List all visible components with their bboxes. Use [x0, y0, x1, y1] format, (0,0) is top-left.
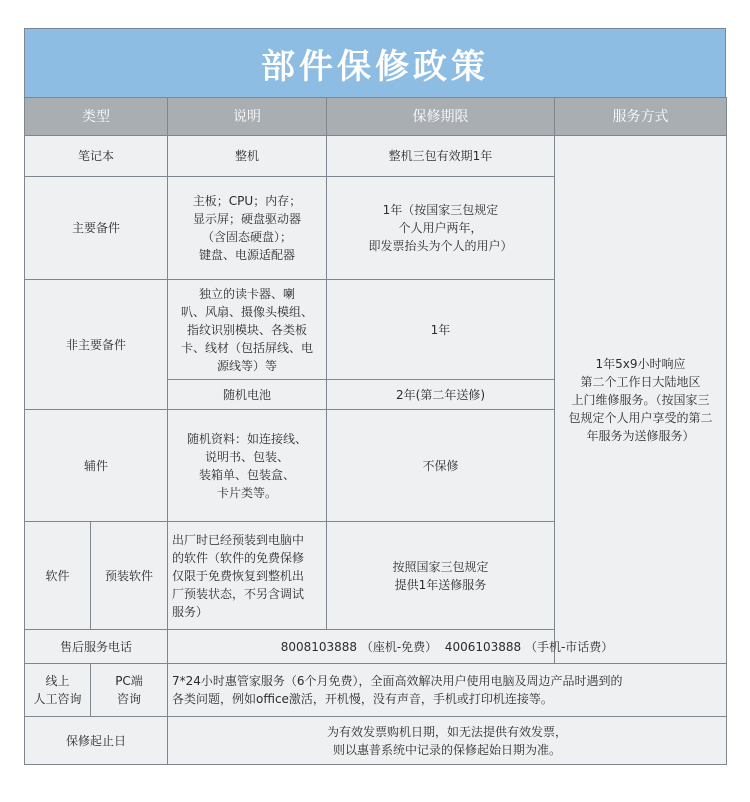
software-description: 出厂时已经预装到电脑中 的软件（软件的免费保修 仅限于免费恢复到整机出 厂预装状态，不另含调试 服务） — [168, 522, 327, 630]
main-parts-description: 主板；CPU；内存； 显示屏；硬盘驱动器 （含固态硬盘）； 键盘、电源适配器 — [168, 177, 327, 280]
notebook-description: 整机 — [168, 136, 327, 177]
row-warranty-start — [25, 717, 727, 765]
battery-period: 2年(第二年送修) — [327, 380, 555, 410]
software-type: 软件 — [25, 522, 91, 630]
hotline-label: 售后服务电话 — [25, 630, 168, 664]
page-title: 部件保修政策 — [261, 46, 489, 87]
warranty-policy-table — [24, 97, 727, 765]
header-row — [25, 98, 727, 136]
minor-parts-type: 非主要备件 — [25, 280, 168, 410]
minor-parts-period: 1年 — [327, 280, 555, 380]
title-banner — [24, 28, 726, 98]
main-parts-type: 主要备件 — [25, 177, 168, 280]
main-parts-period: 1年（按国家三包规定 个人用户两年， 即发票抬头为个人的用户） — [327, 177, 555, 280]
header-description: 说明 — [168, 98, 327, 136]
header-type: 类型 — [25, 98, 168, 136]
battery-description: 随机电池 — [168, 380, 327, 410]
software-subtype: 预装软件 — [91, 522, 168, 630]
row-online-support — [25, 664, 727, 717]
minor-parts-description: 独立的读卡器、喇 叭、风扇、摄像头模组、 指纹识别模块、各类板 卡、线材（包括屏线、电 源线等）等 — [168, 280, 327, 380]
row-hotline — [25, 630, 727, 664]
header-warranty-period: 保修期限 — [327, 98, 555, 136]
online-support-sublabel: PC端 咨询 — [91, 664, 168, 717]
accessories-description: 随机资料：如连接线、 说明书、包装、 装箱单、包装盒、 卡片类等。 — [168, 410, 327, 522]
accessories-type: 辅件 — [25, 410, 168, 522]
online-support-label: 线上 人工咨询 — [25, 664, 91, 717]
notebook-type: 笔记本 — [25, 136, 168, 177]
row-notebook — [25, 136, 727, 177]
warranty-start-value: 为有效发票购机日期，如无法提供有效发票， 则以惠普系统中记录的保修起始日期为准。 — [168, 717, 727, 765]
service-mode-cell: 1年5x9小时响应 第二个工作日大陆地区 上门维修服务。（按国家三 包规定个人用户享受的第二 年服务为送修服务） — [555, 136, 727, 664]
warranty-start-label: 保修起止日 — [25, 717, 168, 765]
hotline-value: 8008103888 （座机-免费） 4006103888 （手机-市话费） — [168, 630, 727, 664]
accessories-period: 不保修 — [327, 410, 555, 522]
notebook-period: 整机三包有效期1年 — [327, 136, 555, 177]
header-service-mode: 服务方式 — [555, 98, 727, 136]
online-support-value: 7*24小时惠管家服务（6个月免费），全面高效解决用户使用电脑及周边产品时遇到的 各类问题，例如office激活，开机慢，没有声音，手机或打印机连接等。 — [168, 664, 727, 717]
software-period: 按照国家三包规定 提供1年送修服务 — [327, 522, 555, 630]
